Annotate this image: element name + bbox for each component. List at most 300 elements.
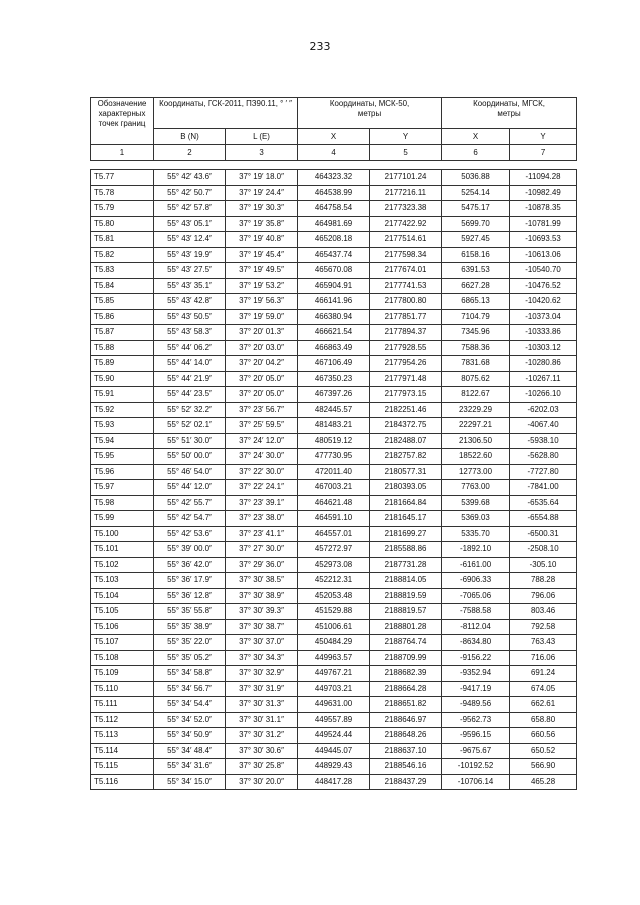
- msk-x-cell: 449767.21: [298, 666, 370, 682]
- table-row: [91, 464, 577, 480]
- table-row: [91, 371, 577, 387]
- mgsk-y-cell: 674.05: [510, 681, 577, 697]
- msk-y-cell: 2177851.77: [370, 309, 442, 325]
- table-row: [91, 697, 577, 713]
- msk-y-cell: 2181699.27: [370, 526, 442, 542]
- longitude-cell: 37° 30′ 31.9″: [226, 681, 298, 697]
- point-id-cell: Т5.87: [91, 325, 154, 341]
- msk-y-cell: 2187731.28: [370, 557, 442, 573]
- msk-x-cell: 448417.28: [298, 774, 370, 790]
- longitude-cell: 37° 19′ 18.0″: [226, 170, 298, 186]
- mgsk-y-cell: -11094.28: [510, 170, 577, 186]
- mgsk-x-cell: 18522.60: [442, 449, 510, 465]
- longitude-cell: 37° 23′ 41.1″: [226, 526, 298, 542]
- msk-x-cell: 465208.18: [298, 232, 370, 248]
- latitude-cell: 55° 34′ 50.9″: [154, 728, 226, 744]
- latitude-cell: 55° 43′ 35.1″: [154, 278, 226, 294]
- longitude-cell: 37° 19′ 53.2″: [226, 278, 298, 294]
- mgsk-x-cell: 5254.14: [442, 185, 510, 201]
- column-number: 4: [298, 145, 370, 161]
- longitude-cell: 37° 23′ 38.0″: [226, 511, 298, 527]
- header-spacer-cell: [91, 161, 577, 170]
- mgsk-y-cell: -10280.86: [510, 356, 577, 372]
- table-row: [91, 356, 577, 372]
- header-group-gsk: Координаты, ГСК-2011, ПЗ90.11, ° ′ ″: [154, 98, 298, 129]
- latitude-cell: 55° 42′ 43.6″: [154, 170, 226, 186]
- longitude-cell: 37° 27′ 30.0″: [226, 542, 298, 558]
- latitude-cell: 55° 35′ 22.0″: [154, 635, 226, 651]
- mgsk-y-cell: 566.90: [510, 759, 577, 775]
- msk-y-cell: 2180393.05: [370, 480, 442, 496]
- longitude-cell: 37° 30′ 38.5″: [226, 573, 298, 589]
- longitude-cell: 37° 22′ 24.1″: [226, 480, 298, 496]
- mgsk-y-cell: 658.80: [510, 712, 577, 728]
- longitude-cell: 37° 30′ 31.1″: [226, 712, 298, 728]
- longitude-cell: 37° 22′ 30.0″: [226, 464, 298, 480]
- mgsk-x-cell: -6906.33: [442, 573, 510, 589]
- msk-y-cell: 2177800.80: [370, 294, 442, 310]
- msk-x-cell: 482445.57: [298, 402, 370, 418]
- longitude-cell: 37° 25′ 59.5″: [226, 418, 298, 434]
- column-number: 5: [370, 145, 442, 161]
- latitude-cell: 55° 52′ 02.1″: [154, 418, 226, 434]
- msk-x-cell: 449445.07: [298, 743, 370, 759]
- msk-y-cell: 2177216.11: [370, 185, 442, 201]
- table-row: [91, 201, 577, 217]
- header-sub-l: L (E): [226, 129, 298, 145]
- mgsk-x-cell: 6865.13: [442, 294, 510, 310]
- latitude-cell: 55° 42′ 53.6″: [154, 526, 226, 542]
- longitude-cell: 37° 30′ 37.0″: [226, 635, 298, 651]
- point-id-cell: Т5.94: [91, 433, 154, 449]
- msk-x-cell: 466380.94: [298, 309, 370, 325]
- longitude-cell: 37° 30′ 34.3″: [226, 650, 298, 666]
- longitude-cell: 37° 30′ 25.8″: [226, 759, 298, 775]
- mgsk-x-cell: 7104.79: [442, 309, 510, 325]
- msk-y-cell: 2188646.97: [370, 712, 442, 728]
- point-id-cell: Т5.83: [91, 263, 154, 279]
- point-id-cell: Т5.78: [91, 185, 154, 201]
- msk-x-cell: 464591.10: [298, 511, 370, 527]
- mgsk-x-cell: 5699.70: [442, 216, 510, 232]
- msk-x-cell: 480519.12: [298, 433, 370, 449]
- point-id-cell: Т5.101: [91, 542, 154, 558]
- latitude-cell: 55° 34′ 56.7″: [154, 681, 226, 697]
- table-row: [91, 511, 577, 527]
- msk-x-cell: 452053.48: [298, 588, 370, 604]
- msk-y-cell: 2188814.05: [370, 573, 442, 589]
- latitude-cell: 55° 36′ 42.0″: [154, 557, 226, 573]
- point-id-cell: Т5.85: [91, 294, 154, 310]
- msk-y-cell: 2188801.28: [370, 619, 442, 635]
- table-row: [91, 619, 577, 635]
- point-id-cell: Т5.100: [91, 526, 154, 542]
- mgsk-x-cell: -9562.73: [442, 712, 510, 728]
- msk-y-cell: 2177101.24: [370, 170, 442, 186]
- mgsk-y-cell: 796.06: [510, 588, 577, 604]
- longitude-cell: 37° 20′ 01.3″: [226, 325, 298, 341]
- point-id-cell: Т5.77: [91, 170, 154, 186]
- longitude-cell: 37° 23′ 56.7″: [226, 402, 298, 418]
- mgsk-y-cell: 660.56: [510, 728, 577, 744]
- mgsk-y-cell: 691.24: [510, 666, 577, 682]
- mgsk-y-cell: -10267.11: [510, 371, 577, 387]
- mgsk-y-cell: 662.61: [510, 697, 577, 713]
- msk-y-cell: 2188651.82: [370, 697, 442, 713]
- table-row: [91, 604, 577, 620]
- point-id-cell: Т5.84: [91, 278, 154, 294]
- longitude-cell: 37° 30′ 30.6″: [226, 743, 298, 759]
- msk-y-cell: 2182251.46: [370, 402, 442, 418]
- latitude-cell: 55° 42′ 50.7″: [154, 185, 226, 201]
- point-id-cell: Т5.96: [91, 464, 154, 480]
- msk-x-cell: 449703.21: [298, 681, 370, 697]
- mgsk-y-cell: -6202.03: [510, 402, 577, 418]
- mgsk-x-cell: 23229.29: [442, 402, 510, 418]
- table-row: [91, 185, 577, 201]
- msk-y-cell: 2188764.74: [370, 635, 442, 651]
- table-row: [91, 309, 577, 325]
- latitude-cell: 55° 43′ 58.3″: [154, 325, 226, 341]
- msk-y-cell: 2185588.86: [370, 542, 442, 558]
- mgsk-x-cell: -6161.00: [442, 557, 510, 573]
- table-row: [91, 325, 577, 341]
- table-row: [91, 774, 577, 790]
- mgsk-y-cell: -10540.70: [510, 263, 577, 279]
- msk-x-cell: 450484.29: [298, 635, 370, 651]
- mgsk-x-cell: -9596.15: [442, 728, 510, 744]
- msk-x-cell: 466141.96: [298, 294, 370, 310]
- longitude-cell: 37° 19′ 45.4″: [226, 247, 298, 263]
- mgsk-x-cell: -8634.80: [442, 635, 510, 651]
- mgsk-x-cell: 5335.70: [442, 526, 510, 542]
- mgsk-x-cell: 8122.67: [442, 387, 510, 403]
- msk-x-cell: 467106.49: [298, 356, 370, 372]
- msk-x-cell: 452212.31: [298, 573, 370, 589]
- latitude-cell: 55° 42′ 54.7″: [154, 511, 226, 527]
- msk-x-cell: 467350.23: [298, 371, 370, 387]
- msk-y-cell: 2177323.38: [370, 201, 442, 217]
- latitude-cell: 55° 43′ 05.1″: [154, 216, 226, 232]
- longitude-cell: 37° 30′ 31.3″: [226, 697, 298, 713]
- mgsk-x-cell: -7588.58: [442, 604, 510, 620]
- point-id-cell: Т5.95: [91, 449, 154, 465]
- table-row: [91, 480, 577, 496]
- table-row: [91, 387, 577, 403]
- column-number: 6: [442, 145, 510, 161]
- mgsk-x-cell: -7065.06: [442, 588, 510, 604]
- msk-y-cell: 2188709.99: [370, 650, 442, 666]
- mgsk-x-cell: 6391.53: [442, 263, 510, 279]
- mgsk-y-cell: -10303.12: [510, 340, 577, 356]
- header-sub-msk-y: Y: [370, 129, 442, 145]
- mgsk-y-cell: -305.10: [510, 557, 577, 573]
- point-id-cell: Т5.108: [91, 650, 154, 666]
- longitude-cell: 37° 20′ 04.2″: [226, 356, 298, 372]
- mgsk-y-cell: -10613.06: [510, 247, 577, 263]
- longitude-cell: 37° 23′ 39.1″: [226, 495, 298, 511]
- latitude-cell: 55° 44′ 14.0″: [154, 356, 226, 372]
- header-designation-line-3: точек границ: [98, 119, 146, 128]
- mgsk-x-cell: 6158.16: [442, 247, 510, 263]
- msk-y-cell: 2188819.59: [370, 588, 442, 604]
- mgsk-y-cell: -6500.31: [510, 526, 577, 542]
- mgsk-y-cell: -10266.10: [510, 387, 577, 403]
- latitude-cell: 55° 42′ 55.7″: [154, 495, 226, 511]
- latitude-cell: 55° 34′ 31.6″: [154, 759, 226, 775]
- msk-x-cell: 464538.99: [298, 185, 370, 201]
- mgsk-y-cell: -10420.62: [510, 294, 577, 310]
- latitude-cell: 55° 34′ 52.0″: [154, 712, 226, 728]
- msk-x-cell: 465904.91: [298, 278, 370, 294]
- msk-x-cell: 481483.21: [298, 418, 370, 434]
- mgsk-x-cell: -9352.94: [442, 666, 510, 682]
- latitude-cell: 55° 35′ 38.9″: [154, 619, 226, 635]
- latitude-cell: 55° 34′ 48.4″: [154, 743, 226, 759]
- longitude-cell: 37° 30′ 39.3″: [226, 604, 298, 620]
- longitude-cell: 37° 24′ 30.0″: [226, 449, 298, 465]
- point-id-cell: Т5.107: [91, 635, 154, 651]
- msk-y-cell: 2177928.55: [370, 340, 442, 356]
- msk-y-cell: 2188546.16: [370, 759, 442, 775]
- msk-x-cell: 464621.48: [298, 495, 370, 511]
- mgsk-x-cell: 21306.50: [442, 433, 510, 449]
- mgsk-y-cell: -7841.00: [510, 480, 577, 496]
- msk-x-cell: 466863.49: [298, 340, 370, 356]
- msk-x-cell: 467397.26: [298, 387, 370, 403]
- longitude-cell: 37° 30′ 20.0″: [226, 774, 298, 790]
- column-number: 3: [226, 145, 298, 161]
- mgsk-x-cell: -1892.10: [442, 542, 510, 558]
- latitude-cell: 55° 36′ 12.8″: [154, 588, 226, 604]
- mgsk-x-cell: -9675.67: [442, 743, 510, 759]
- longitude-cell: 37° 20′ 05.0″: [226, 371, 298, 387]
- table-row: [91, 294, 577, 310]
- mgsk-y-cell: 650.52: [510, 743, 577, 759]
- msk-x-cell: 464323.32: [298, 170, 370, 186]
- latitude-cell: 55° 44′ 23.5″: [154, 387, 226, 403]
- msk-y-cell: 2177422.92: [370, 216, 442, 232]
- table-row: [91, 247, 577, 263]
- msk-x-cell: 451529.88: [298, 604, 370, 620]
- mgsk-y-cell: -10878.35: [510, 201, 577, 217]
- mgsk-x-cell: 5399.68: [442, 495, 510, 511]
- latitude-cell: 55° 34′ 15.0″: [154, 774, 226, 790]
- msk-y-cell: 2188819.57: [370, 604, 442, 620]
- mgsk-x-cell: -8112.04: [442, 619, 510, 635]
- mgsk-x-cell: 8075.62: [442, 371, 510, 387]
- msk-y-cell: 2188648.26: [370, 728, 442, 744]
- mgsk-x-cell: -9156.22: [442, 650, 510, 666]
- msk-y-cell: 2188437.29: [370, 774, 442, 790]
- point-id-cell: Т5.104: [91, 588, 154, 604]
- mgsk-y-cell: -10476.52: [510, 278, 577, 294]
- point-id-cell: Т5.109: [91, 666, 154, 682]
- table-row: [91, 666, 577, 682]
- table-row: [91, 449, 577, 465]
- msk-x-cell: 472011.40: [298, 464, 370, 480]
- mgsk-x-cell: 7588.36: [442, 340, 510, 356]
- mgsk-y-cell: -2508.10: [510, 542, 577, 558]
- mgsk-y-cell: 788.28: [510, 573, 577, 589]
- msk-x-cell: 449557.89: [298, 712, 370, 728]
- mgsk-y-cell: -10333.86: [510, 325, 577, 341]
- table-row: [91, 232, 577, 248]
- mgsk-y-cell: -6554.88: [510, 511, 577, 527]
- point-id-cell: Т5.82: [91, 247, 154, 263]
- point-id-cell: Т5.112: [91, 712, 154, 728]
- mgsk-x-cell: 12773.00: [442, 464, 510, 480]
- point-id-cell: Т5.105: [91, 604, 154, 620]
- table-row: [91, 340, 577, 356]
- table-row: [91, 573, 577, 589]
- mgsk-x-cell: 7345.96: [442, 325, 510, 341]
- table-row: [91, 216, 577, 232]
- page-number: 233: [309, 40, 331, 53]
- header-sub-b: B (N): [154, 129, 226, 145]
- longitude-cell: 37° 30′ 31.2″: [226, 728, 298, 744]
- point-id-cell: Т5.86: [91, 309, 154, 325]
- header-designation-line-1: Обозначение: [97, 99, 147, 108]
- table-row: [91, 728, 577, 744]
- table-row: [91, 278, 577, 294]
- mgsk-y-cell: -6535.64: [510, 495, 577, 511]
- mgsk-x-cell: -10192.52: [442, 759, 510, 775]
- latitude-cell: 55° 43′ 19.9″: [154, 247, 226, 263]
- table-body: [91, 170, 577, 790]
- longitude-cell: 37° 19′ 59.0″: [226, 309, 298, 325]
- latitude-cell: 55° 50′ 00.0″: [154, 449, 226, 465]
- msk-y-cell: 2188664.28: [370, 681, 442, 697]
- table-row: [91, 557, 577, 573]
- msk-x-cell: 466621.54: [298, 325, 370, 341]
- point-id-cell: Т5.114: [91, 743, 154, 759]
- point-id-cell: Т5.99: [91, 511, 154, 527]
- latitude-cell: 55° 43′ 12.4″: [154, 232, 226, 248]
- point-id-cell: Т5.102: [91, 557, 154, 573]
- mgsk-y-cell: 763.43: [510, 635, 577, 651]
- latitude-cell: 55° 44′ 06.2″: [154, 340, 226, 356]
- column-number: 2: [154, 145, 226, 161]
- table-row: [91, 542, 577, 558]
- msk-y-cell: 2177674.01: [370, 263, 442, 279]
- longitude-cell: 37° 30′ 32.9″: [226, 666, 298, 682]
- mgsk-y-cell: -10781.99: [510, 216, 577, 232]
- table-row: [91, 681, 577, 697]
- point-id-cell: Т5.106: [91, 619, 154, 635]
- latitude-cell: 55° 43′ 42.8″: [154, 294, 226, 310]
- mgsk-y-cell: 792.58: [510, 619, 577, 635]
- latitude-cell: 55° 42′ 57.8″: [154, 201, 226, 217]
- mgsk-y-cell: -5628.80: [510, 449, 577, 465]
- mgsk-x-cell: 5475.17: [442, 201, 510, 217]
- header-designation-line-2: характерных: [98, 109, 146, 118]
- longitude-cell: 37° 19′ 56.3″: [226, 294, 298, 310]
- header-designation: [91, 98, 154, 145]
- table-row: [91, 650, 577, 666]
- longitude-cell: 37° 30′ 38.9″: [226, 588, 298, 604]
- latitude-cell: 55° 35′ 55.8″: [154, 604, 226, 620]
- msk-x-cell: 452973.08: [298, 557, 370, 573]
- mgsk-x-cell: 5369.03: [442, 511, 510, 527]
- longitude-cell: 37° 19′ 40.8″: [226, 232, 298, 248]
- point-id-cell: Т5.110: [91, 681, 154, 697]
- longitude-cell: 37° 19′ 30.3″: [226, 201, 298, 217]
- msk-y-cell: 2188637.10: [370, 743, 442, 759]
- point-id-cell: Т5.93: [91, 418, 154, 434]
- latitude-cell: 55° 43′ 27.5″: [154, 263, 226, 279]
- table-row: [91, 759, 577, 775]
- point-id-cell: Т5.113: [91, 728, 154, 744]
- latitude-cell: 55° 39′ 00.0″: [154, 542, 226, 558]
- point-id-cell: Т5.92: [91, 402, 154, 418]
- msk-y-cell: 2181645.17: [370, 511, 442, 527]
- latitude-cell: 55° 43′ 50.5″: [154, 309, 226, 325]
- point-id-cell: Т5.79: [91, 201, 154, 217]
- mgsk-y-cell: -10693.53: [510, 232, 577, 248]
- msk-y-cell: 2177894.37: [370, 325, 442, 341]
- point-id-cell: Т5.116: [91, 774, 154, 790]
- msk-x-cell: 449963.57: [298, 650, 370, 666]
- latitude-cell: 55° 34′ 58.8″: [154, 666, 226, 682]
- msk-y-cell: 2188682.39: [370, 666, 442, 682]
- table-row: [91, 588, 577, 604]
- point-id-cell: Т5.111: [91, 697, 154, 713]
- longitude-cell: 37° 20′ 05.0″: [226, 387, 298, 403]
- mgsk-x-cell: 5036.88: [442, 170, 510, 186]
- msk-y-cell: 2177598.34: [370, 247, 442, 263]
- table-row: [91, 495, 577, 511]
- latitude-cell: 55° 51′ 30.0″: [154, 433, 226, 449]
- point-id-cell: Т5.91: [91, 387, 154, 403]
- point-id-cell: Т5.90: [91, 371, 154, 387]
- header-sub-msk-x: X: [298, 129, 370, 145]
- msk-x-cell: 467003.21: [298, 480, 370, 496]
- longitude-cell: 37° 30′ 38.7″: [226, 619, 298, 635]
- table-row: [91, 526, 577, 542]
- longitude-cell: 37° 29′ 36.0″: [226, 557, 298, 573]
- table-row: [91, 712, 577, 728]
- point-id-cell: Т5.80: [91, 216, 154, 232]
- longitude-cell: 37° 20′ 03.0″: [226, 340, 298, 356]
- table-row: [91, 635, 577, 651]
- table-row: [91, 418, 577, 434]
- table-row: [91, 263, 577, 279]
- column-number: 1: [91, 145, 154, 161]
- mgsk-x-cell: -9489.56: [442, 697, 510, 713]
- msk-x-cell: 477730.95: [298, 449, 370, 465]
- latitude-cell: 55° 44′ 12.0″: [154, 480, 226, 496]
- msk-y-cell: 2184372.75: [370, 418, 442, 434]
- mgsk-x-cell: 22297.21: [442, 418, 510, 434]
- table-row: [91, 743, 577, 759]
- point-id-cell: Т5.81: [91, 232, 154, 248]
- mgsk-y-cell: -10373.04: [510, 309, 577, 325]
- header-sub-mgsk-y: Y: [510, 129, 577, 145]
- msk-x-cell: 451006.61: [298, 619, 370, 635]
- msk-y-cell: 2181664.84: [370, 495, 442, 511]
- msk-x-cell: 449631.00: [298, 697, 370, 713]
- table-row: [91, 402, 577, 418]
- latitude-cell: 55° 35′ 05.2″: [154, 650, 226, 666]
- point-id-cell: Т5.89: [91, 356, 154, 372]
- mgsk-y-cell: -4067.40: [510, 418, 577, 434]
- point-id-cell: Т5.98: [91, 495, 154, 511]
- msk-x-cell: 457272.97: [298, 542, 370, 558]
- header-sub-mgsk-x: X: [442, 129, 510, 145]
- latitude-cell: 55° 44′ 21.9″: [154, 371, 226, 387]
- msk-y-cell: 2182488.07: [370, 433, 442, 449]
